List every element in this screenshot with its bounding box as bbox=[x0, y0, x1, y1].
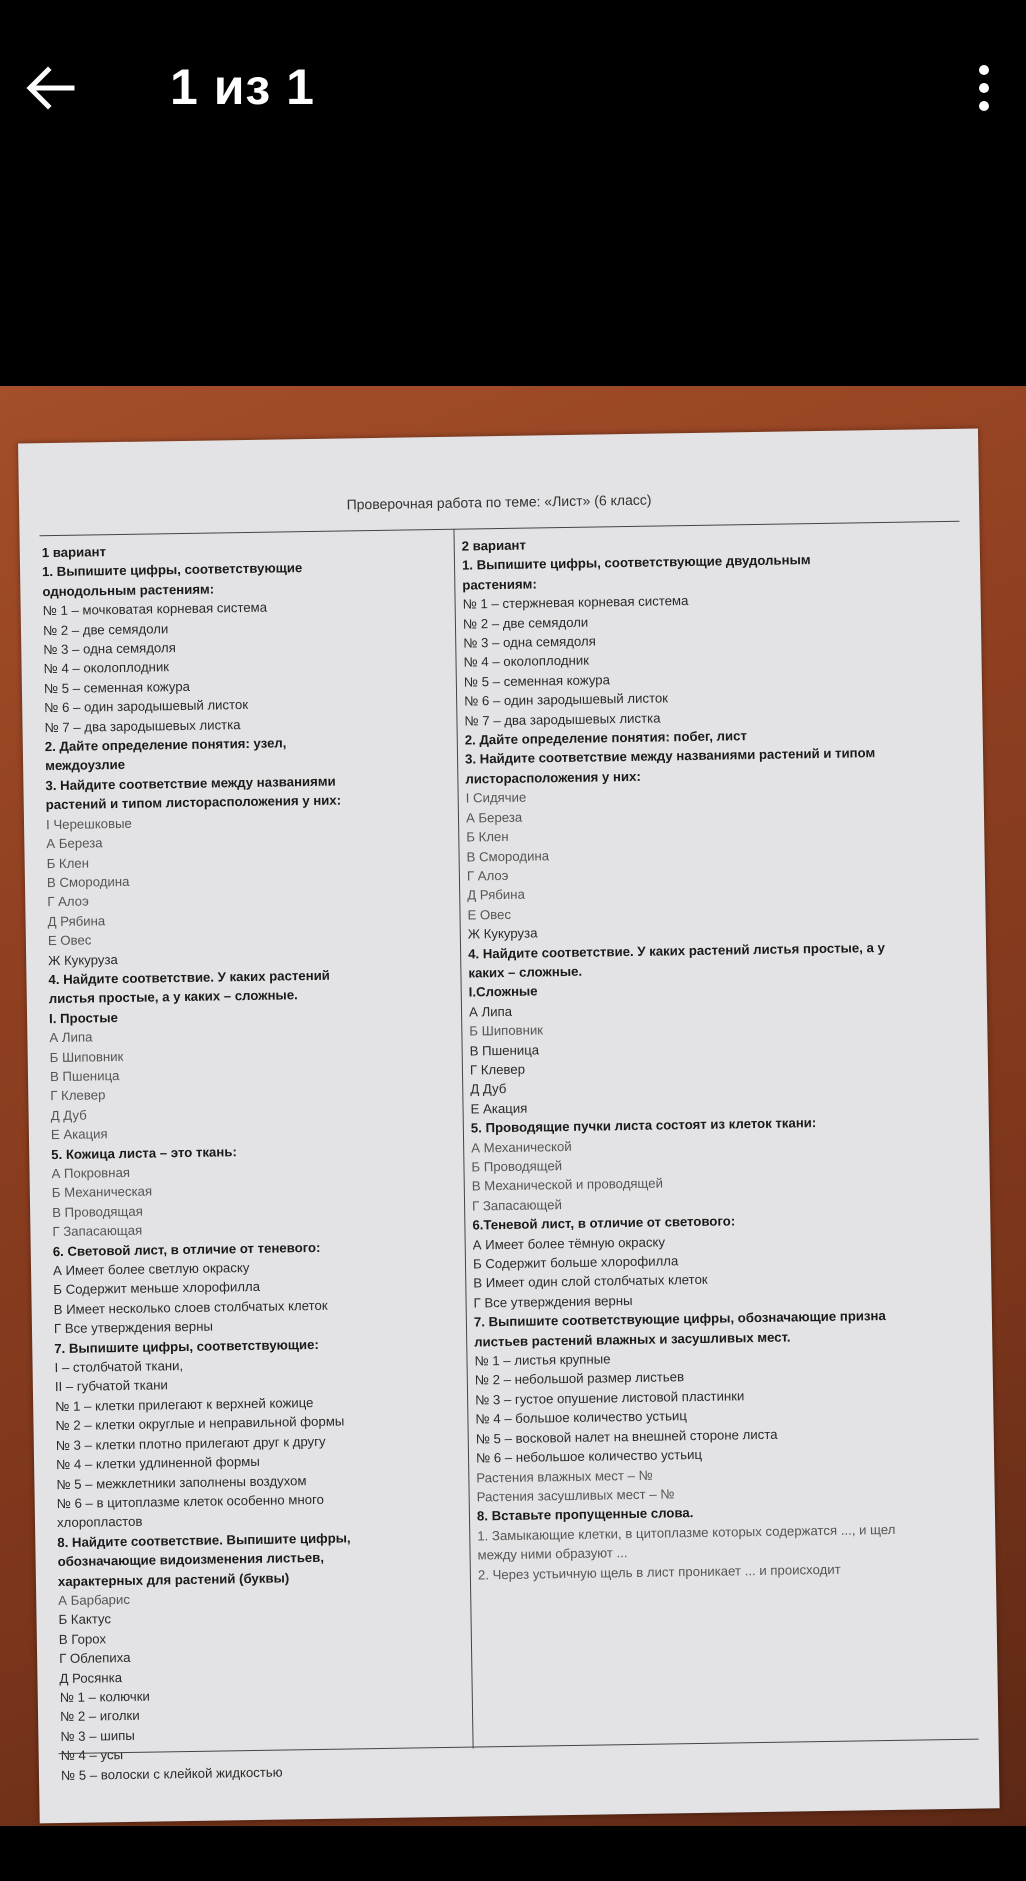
text-line: № 2 – две семядоли bbox=[42, 620, 169, 638]
text-line: каких – сложные. bbox=[468, 963, 583, 981]
text-line: № 3 – густое опушение листовой пластинки bbox=[475, 1388, 745, 1408]
text-line: обозначающие видоизменения листьев, bbox=[57, 1549, 325, 1570]
variant-1-column bbox=[42, 537, 467, 1785]
text-line: 1. Выпишите цифры, соответствующие bbox=[41, 560, 303, 580]
text-line: № 3 – одна семядоля bbox=[463, 633, 596, 651]
text-line: № 4 – усы bbox=[60, 1747, 124, 1764]
document-title: Проверочная работа по теме: «Лист» (6 класс) bbox=[346, 491, 652, 513]
text-line: № 5 – семенная кожура bbox=[463, 672, 610, 690]
text-line: № 2 – клетки округлые и неправильной формы bbox=[55, 1413, 345, 1434]
text-line: 1 вариант bbox=[41, 544, 107, 561]
bottom-bar bbox=[0, 1826, 1026, 1881]
text-line: 3. Найдите соответствие между названиями растений и типом bbox=[464, 745, 876, 768]
text-line: В Пшеница bbox=[49, 1067, 120, 1085]
text-line: № 6 – небольшое количество устьиц bbox=[475, 1447, 703, 1466]
text-line: № 5 – волоски с клейкой жидкостью bbox=[60, 1764, 283, 1783]
text-line: В Механической и проводящей bbox=[471, 1175, 664, 1194]
text-line: № 6 – один зародышевый листок bbox=[464, 690, 669, 709]
text-line: № 1 – листья крупные bbox=[474, 1351, 611, 1369]
text-line: 2. Через устьичную щель в лист проникает ... и происходит bbox=[477, 1561, 841, 1582]
text-line: Б Проводящей bbox=[471, 1158, 563, 1175]
text-line: Е Овес bbox=[467, 906, 512, 923]
text-line: Растения засушливых мест – № bbox=[476, 1486, 675, 1505]
text-line: Б Шиповник bbox=[469, 1022, 544, 1039]
text-line: Б Шиповник bbox=[49, 1048, 124, 1065]
text-line: Д Росянка bbox=[59, 1669, 123, 1686]
text-line: А Механической bbox=[471, 1138, 572, 1156]
text-line: № 3 – клетки плотно прилегают друг к другу bbox=[55, 1433, 326, 1453]
text-line: Д Рябина bbox=[467, 886, 525, 903]
text-line: А Береза bbox=[465, 809, 523, 826]
text-line: В Пшеница bbox=[469, 1041, 540, 1059]
text-line: Е Акация bbox=[470, 1100, 528, 1117]
text-line: № 5 – семенная кожура bbox=[43, 678, 191, 697]
paper-sheet bbox=[18, 428, 1000, 1823]
text-line: 7. Выпишите соответствующие цифры, обозначающие призна bbox=[473, 1308, 886, 1330]
text-line: В Горох bbox=[58, 1631, 107, 1647]
text-line: Г Все утверждения верны bbox=[473, 1292, 633, 1311]
text-line: Д Дуб bbox=[470, 1081, 507, 1097]
text-line: Е Овес bbox=[47, 932, 92, 949]
text-line: листья простые, а у каких – сложные. bbox=[48, 987, 298, 1007]
text-line: I. Простые bbox=[48, 1009, 118, 1026]
text-line: А Береза bbox=[46, 835, 103, 852]
text-line: Д Рябина bbox=[47, 912, 106, 929]
back-arrow-icon[interactable] bbox=[18, 56, 82, 120]
document-photo bbox=[0, 386, 1026, 1826]
more-options-icon[interactable] bbox=[960, 56, 1008, 120]
text-line: листорасположения у них: bbox=[465, 768, 641, 787]
text-line: Б Содержит больше хлорофилла bbox=[472, 1253, 679, 1272]
text-line: I – столбчатой ткани, bbox=[54, 1358, 184, 1376]
text-line: В Смородина bbox=[46, 873, 130, 891]
text-line: растениям: bbox=[462, 576, 537, 593]
text-line: № 3 – шипы bbox=[60, 1727, 135, 1744]
text-line: Г Облепиха bbox=[59, 1650, 131, 1667]
text-line: № 4 – клетки удлиненной формы bbox=[55, 1453, 260, 1473]
text-line: А Барбарис bbox=[58, 1591, 131, 1608]
text-line: 5. Проводящие пучки листа состоят из клеток ткани: bbox=[470, 1115, 817, 1136]
text-line: В Имеет один слой столбчатых клеток bbox=[473, 1272, 708, 1291]
text-line: 1. Замыкающие клетки, в цитоплазме которых содержатся ..., и щел bbox=[477, 1521, 896, 1544]
text-line: Д Дуб bbox=[50, 1107, 87, 1123]
text-line: № 7 – два зародышевых листка bbox=[44, 716, 241, 735]
text-line: № 4 – околоплодник bbox=[43, 659, 170, 677]
text-line: № 4 – околоплодник bbox=[463, 653, 590, 671]
text-line: В Смородина bbox=[466, 847, 550, 865]
text-line: № 1 – стержневая корневая система bbox=[462, 593, 689, 612]
text-line: № 1 – колючки bbox=[59, 1688, 150, 1706]
text-line: II – губчатой ткани bbox=[54, 1377, 168, 1395]
text-line: Г Все утверждения верны bbox=[53, 1318, 214, 1337]
text-line: Ж Кукуруза bbox=[48, 951, 118, 968]
text-line: № 3 – одна семядоля bbox=[43, 640, 176, 658]
text-line: № 6 – один зародышевый листок bbox=[44, 697, 249, 716]
text-line: № 6 – в цитоплазме клеток особенно много bbox=[56, 1491, 324, 1511]
text-line: № 5 – межклетники заполнены воздухом bbox=[56, 1472, 307, 1492]
text-line: № 5 – восковой налет на внешней стороне листа bbox=[475, 1426, 778, 1447]
text-line: В Имеет несколько слоев столбчатых клеток bbox=[53, 1297, 328, 1317]
text-line: 4. Найдите соответствие. У каких растений bbox=[48, 967, 330, 988]
app-bar bbox=[0, 0, 1026, 386]
text-line: Растения влажных мест – № bbox=[476, 1467, 653, 1485]
text-line: 6. Световой лист, в отличие от теневого: bbox=[52, 1239, 321, 1259]
text-line: Г Запасающая bbox=[52, 1222, 143, 1240]
text-line: Б Кактус bbox=[58, 1611, 112, 1628]
text-line: В Проводящая bbox=[52, 1203, 143, 1220]
text-line: № 7 – два зародышевых листка bbox=[464, 710, 661, 729]
text-line: № 1 – клетки прилегают к верхней кожице bbox=[55, 1394, 314, 1414]
text-line: № 4 – большое количество устьиц bbox=[475, 1408, 688, 1427]
text-line: листьев растений влажных и засушливых мест. bbox=[474, 1329, 791, 1350]
text-line: Г Клевер bbox=[50, 1087, 106, 1104]
text-line: Б Механическая bbox=[51, 1183, 153, 1201]
text-line: 4. Найдите соответствие. У каких растений листья простые, а у bbox=[468, 939, 885, 962]
text-line: Г Алоэ bbox=[47, 893, 89, 910]
text-line: характерных для растений (буквы) bbox=[57, 1569, 290, 1589]
text-line: 2. Дайте определение понятия: узел, bbox=[44, 735, 287, 755]
text-line: 7. Выпишите цифры, соответствующие: bbox=[54, 1336, 319, 1356]
text-line: А Покровная bbox=[51, 1164, 131, 1182]
text-line: 6.Теневой лист, в отличие от светового: bbox=[472, 1213, 736, 1233]
text-line: растений и типом листорасположения у них: bbox=[45, 792, 342, 813]
text-line: Г Клевер bbox=[469, 1061, 526, 1078]
text-line: 1. Выпишите цифры, соответствующие двудольным bbox=[461, 552, 811, 573]
text-line: I Сидячие bbox=[465, 789, 527, 806]
text-line: № 2 – две семядоли bbox=[462, 614, 589, 632]
text-line: между ними образуют ... bbox=[477, 1545, 628, 1563]
text-line: 3. Найдите соответствие между названиями bbox=[45, 773, 336, 794]
text-line: Б Содержит меньше хлорофилла bbox=[53, 1279, 261, 1298]
text-line: хлоропластов bbox=[56, 1514, 143, 1531]
text-line: Ж Кукуруза bbox=[467, 925, 538, 942]
text-line: № 2 – небольшой размер листьев bbox=[474, 1369, 685, 1388]
text-line: однодольным растениям: bbox=[42, 581, 215, 599]
text-line: 2 вариант bbox=[461, 537, 527, 554]
text-line: 2. Дайте определение понятия: побег, лист bbox=[464, 728, 747, 748]
text-line: А Липа bbox=[468, 1003, 513, 1020]
text-line: А Имеет более светлую окраску bbox=[52, 1260, 250, 1279]
text-line: А Липа bbox=[49, 1029, 93, 1046]
text-line: 8. Найдите соответствие. Выпишите цифры, bbox=[57, 1530, 351, 1550]
text-line: № 2 – иголки bbox=[59, 1708, 140, 1725]
text-line: 8. Вставьте пропущенные слова. bbox=[476, 1505, 694, 1524]
text-line: I Черешковые bbox=[45, 815, 132, 832]
text-line: Б Клен bbox=[466, 828, 509, 845]
text-line: № 1 – мочковатая корневая система bbox=[42, 599, 268, 619]
page-counter: 1 из 1 bbox=[170, 59, 315, 115]
text-line: междоузлие bbox=[45, 757, 126, 774]
text-line: А Имеет более тёмную окраску bbox=[472, 1234, 666, 1253]
text-line: Г Алоэ bbox=[466, 867, 509, 884]
variant-2-column bbox=[462, 529, 978, 1585]
text-line: 5. Кожица листа – это ткань: bbox=[51, 1143, 237, 1162]
text-line: Б Клен bbox=[46, 854, 90, 871]
text-line: Г Запасающей bbox=[471, 1196, 563, 1214]
text-line: Е Акация bbox=[50, 1126, 108, 1143]
text-line: I.Сложные bbox=[468, 983, 538, 1000]
